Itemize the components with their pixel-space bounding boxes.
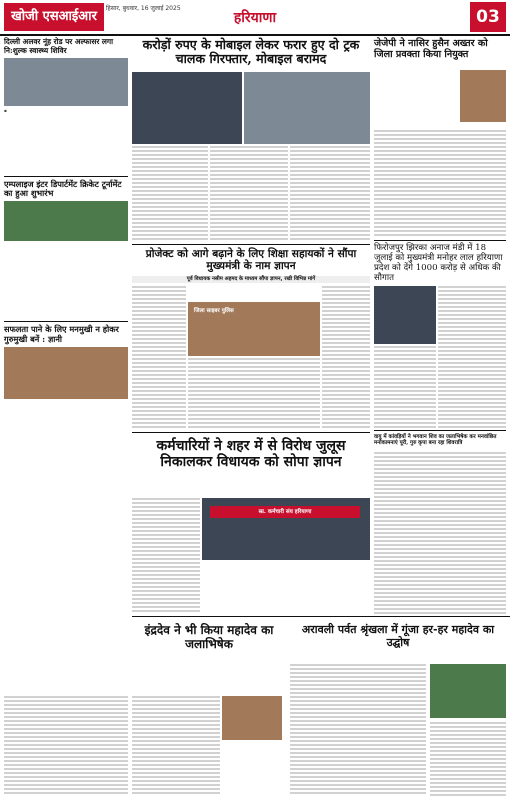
- protest-banner: स्प्र. कर्मचारी संघ हरियाणा: [210, 506, 360, 518]
- divider-line: [374, 430, 506, 431]
- divider-line: [374, 240, 506, 241]
- left-column: [4, 36, 128, 488]
- divider-line: [132, 432, 370, 433]
- body-text-block: [430, 722, 506, 796]
- spokesperson-photo: [460, 70, 506, 122]
- body-text-block: [210, 146, 288, 242]
- left-story4-headline: इंद्रदेव ने भी किया महादेव का जलाभिषेक: [144, 623, 274, 651]
- left-story1-body: [4, 116, 128, 172]
- dateline: हिसार, बुधवार, 16 जुलाई 2025: [106, 5, 181, 12]
- center-story4-headline: अरावली पर्वत श्रृंखला में गूंजा हर-हर महादेव का उद्घोष: [301, 623, 495, 649]
- left-story1-headline: दिल्ली अलवर नूंह रोड पर अल्फासर लगा नि:शुल्क स्वास्थ्य शिविर: [4, 37, 113, 55]
- aravalli-photo: [430, 664, 506, 718]
- right-story2-headline: फिरोजपुर झिरका अनाज मंडी में 18 जुलाई को मुख्यमंत्री मनोहर लाल हरियाणा प्रदेश को देंगे 1000 करोड़ से अधिक की सौगात: [374, 243, 503, 283]
- body-text-block: [438, 286, 506, 430]
- body-text-block: [132, 696, 220, 796]
- divider-line: [132, 244, 370, 245]
- right-story1-headline: जेजेपी ने नासिर हुसैन अख्तर को जिला प्रवक्ता किया नियुक्त: [374, 38, 488, 61]
- recovered-mobiles-photo: [244, 72, 370, 144]
- body-text-block: [132, 146, 208, 242]
- newspaper-logo: खोजी एसआईआर: [4, 3, 104, 31]
- body-text-block: [374, 130, 506, 238]
- section-title: हरियाणा: [233, 10, 277, 26]
- banner-text: जिला साइबर पुलिस: [194, 308, 234, 314]
- body-text-block: [188, 358, 320, 430]
- left-story3-body: [4, 402, 128, 488]
- center-story2-subheadline: पूर्व विधायक नसीम अहमद के माध्यम सौंपा ज्ञापन, रखी विभिन्न मांगें: [132, 276, 370, 283]
- right-column: [374, 36, 506, 60]
- body-text-block: [322, 286, 370, 430]
- center-lead-headline: करोड़ों रुपए के मोबाइल लेकर फरार हुए दो ट्रक चालक गिरफ्तार, मोबाइल बरामद: [142, 37, 360, 67]
- body-text-block: [132, 498, 200, 614]
- left-story2-headline: एम्पलाइज इंटर डिपार्टमेंट क्रिकेट टूर्नामेंट का हुआ शुभारंभ: [4, 176, 128, 199]
- masthead: [0, 0, 510, 36]
- jalabhishek-photo: [222, 696, 282, 740]
- police-press-photo: [132, 72, 242, 144]
- center-story3-headline: कर्मचारियों ने शहर में से विरोध जुलूस निकालकर विधायक को सोपा ज्ञापन: [156, 438, 346, 471]
- center-column: [132, 36, 370, 67]
- body-text-block: [374, 346, 436, 428]
- body-text-block: [374, 452, 506, 614]
- body-text-block: [290, 664, 426, 796]
- page-number: 03: [470, 2, 506, 32]
- body-text-block: [132, 286, 186, 430]
- left-story3-headline: सफलता पाने के लिए मनमुखी न होकर गुरुमुखी बनें : ज्ञानी: [4, 321, 128, 344]
- body-text-block: [290, 146, 370, 242]
- gurudwara-photo: [4, 347, 128, 399]
- right-story3-headline: वायु में कांवड़ियों ने भगवान शिव का जलाभिषेक कर मनवांछित मनोकामनाएं पूरी, गुरु कृपा बना रहा शिवरात्रि: [374, 434, 497, 447]
- health-camp-photo: [4, 58, 128, 106]
- photo-caption: ▪: [4, 108, 7, 114]
- body-text-block: [4, 696, 128, 796]
- divider-line: [132, 616, 510, 617]
- center-story2-headline: प्रोजेक्ट को आगे बढ़ाने के लिए शिक्षा सहायकों ने सौंपा मुख्यमंत्री के नाम ज्ञापन: [145, 248, 357, 273]
- left-story2-body: [4, 244, 128, 318]
- cricket-team-photo: [4, 201, 128, 241]
- chief-minister-photo: [374, 286, 436, 344]
